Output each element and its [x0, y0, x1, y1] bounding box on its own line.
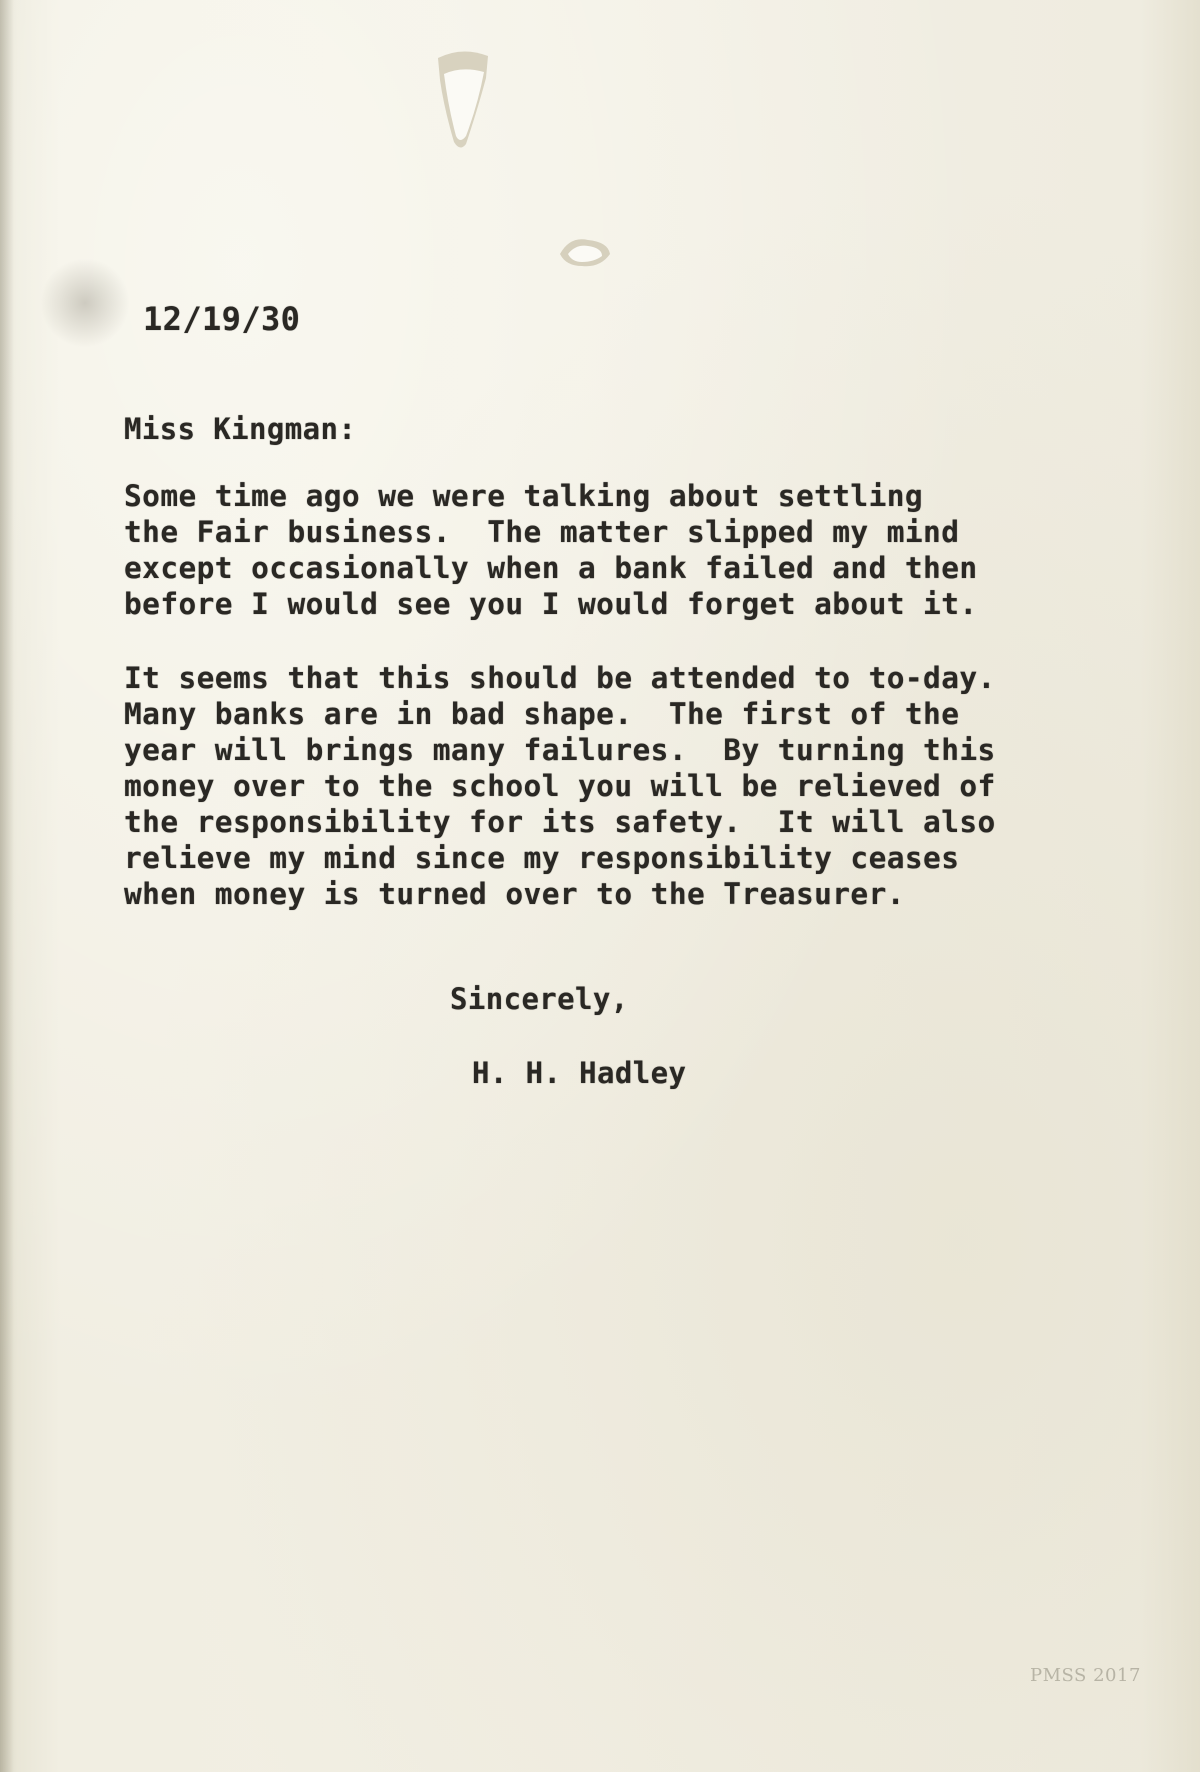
- letter-signature: H. H. Hadley: [472, 1056, 687, 1090]
- torn-hole-top: [432, 48, 496, 152]
- letter-paragraph-1: Some time ago we were talking about settling the Fair business. The matter slipped my mind except occasionally when a bank failed and then before I would see you I would forget about it.: [124, 479, 978, 621]
- letter-salutation: Miss Kingman:: [124, 412, 357, 446]
- paper-smudge: [40, 258, 130, 348]
- letter-closing: Sincerely,: [450, 982, 629, 1016]
- letter-date: 12/19/30: [143, 300, 301, 338]
- torn-hole-middle: [556, 232, 614, 272]
- archive-watermark: PMSS 2017: [1030, 1665, 1141, 1686]
- letter-paragraph-2: It seems that this should be attended to to-day. Many banks are in bad shape. The first of the year will brings many failures. By turning this money over to the school you will be relieved of the responsibility for its safety. It will also relieve my mind since my responsibility ceases when money is turned over to the Treasurer.: [124, 661, 996, 911]
- paper-edge-shadow: [0, 0, 14, 1772]
